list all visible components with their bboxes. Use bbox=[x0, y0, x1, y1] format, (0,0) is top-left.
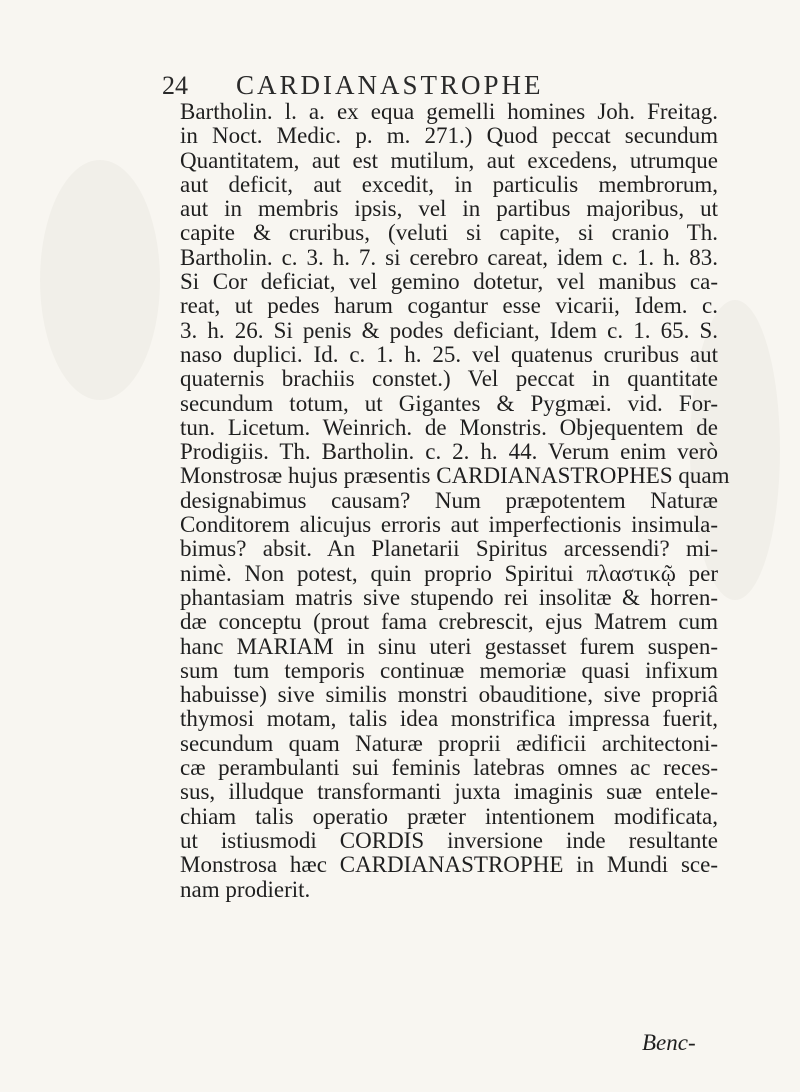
text-line: quaternis brachiis constet.) Vel peccat in quantitate bbox=[180, 366, 718, 392]
text-line: chiam talis operatio præter intentionem modificata, bbox=[180, 803, 718, 829]
text-line: Bartholin. c. 3. h. 7. si cerebro careat, idem c. 1. h. 83. bbox=[180, 244, 718, 270]
text-line: reat, ut pedes harum cogantur esse vicarii, Idem. c. bbox=[180, 293, 718, 319]
text-line: in Noct. Medic. p. m. 271.) Quod peccat secundum bbox=[180, 123, 718, 149]
text-line: tun. Licetum. Weinrich. de Monstris. Objequentem de bbox=[180, 414, 718, 440]
body-text bbox=[180, 99, 730, 902]
text-line: 3. h. 26. Si penis & podes deficiant, Idem c. 1. 65. S. bbox=[180, 317, 718, 343]
text-line: bimus? absit. An Planetarii Spiritus arcessendi? mi- bbox=[180, 536, 718, 562]
text-line: aut in membris ipsis, vel in partibus majoribus, ut bbox=[180, 196, 718, 222]
text-line: Quantitatem, aut est mutilum, aut excedens, utrumque bbox=[180, 147, 718, 173]
text-line: secundum quam Naturæ proprii ædificii architectoni- bbox=[180, 730, 718, 756]
text-line: nimè. Non potest, quin proprio Spiritui πλαστικῷ per bbox=[180, 560, 718, 586]
text-line: dæ conceptu (prout fama crebrescit, ejus Matrem cum bbox=[180, 609, 718, 635]
text-line: Conditorem alicujus erroris aut imperfectionis insimula- bbox=[180, 512, 718, 538]
text-line: Si Cor deficiat, vel gemino dotetur, vel manibus ca- bbox=[180, 269, 718, 295]
text-line: capite & cruribus, (veluti si capite, si cranio Th. bbox=[180, 220, 718, 246]
text-line: nam prodierit. bbox=[180, 876, 311, 902]
text-line: secundum totum, ut Gigantes & Pygmæi. vid. For- bbox=[180, 390, 718, 416]
text-line: designabimus causam? Num præpotentem Naturæ bbox=[180, 487, 718, 513]
text-line: Bartholin. l. a. ex equa gemelli homines Joh. Freitag. bbox=[180, 99, 718, 124]
text-line: Monstrosæ hujus præsentis CARDIANASTROPHES quam bbox=[180, 463, 730, 489]
page-number: 24 bbox=[162, 71, 188, 100]
text-line: Prodigiis. Th. Bartholin. c. 2. h. 44. Verum enim verò bbox=[180, 439, 718, 465]
text-line: habuisse) sive similis monstri obauditione, sive propriâ bbox=[180, 682, 718, 708]
text-line: naso duplici. Id. c. 1. h. 25. vel quatenus cruribus aut bbox=[180, 341, 718, 367]
text-line: sus, illudque transformanti juxta imaginis suæ entele- bbox=[180, 779, 718, 805]
text-line: phantasiam matris sive stupendo rei insolitæ & horren- bbox=[180, 584, 718, 610]
running-head: CARDIANASTROPHE bbox=[236, 70, 544, 100]
text-line: Monstrosa hæc CARDIANASTROPHE in Mundi sce- bbox=[180, 852, 718, 878]
paper-stain bbox=[40, 160, 160, 400]
text-line: sum tum temporis continuæ memoriæ quasi infixum bbox=[180, 657, 718, 683]
text-line: ut istiusmodi CORDIS inversione inde resultante bbox=[180, 827, 718, 853]
catchword: Benc- bbox=[642, 1030, 696, 1055]
text-line: hanc MARIAM in sinu uteri gestasset furem suspen- bbox=[180, 633, 718, 659]
text-line: thymosi motam, talis idea monstrifica impressa fuerit, bbox=[180, 706, 718, 732]
text-line: aut deficit, aut excedit, in particulis membrorum, bbox=[180, 171, 718, 197]
text-line: cæ perambulanti sui feminis latebras omnes ac reces- bbox=[180, 755, 718, 781]
